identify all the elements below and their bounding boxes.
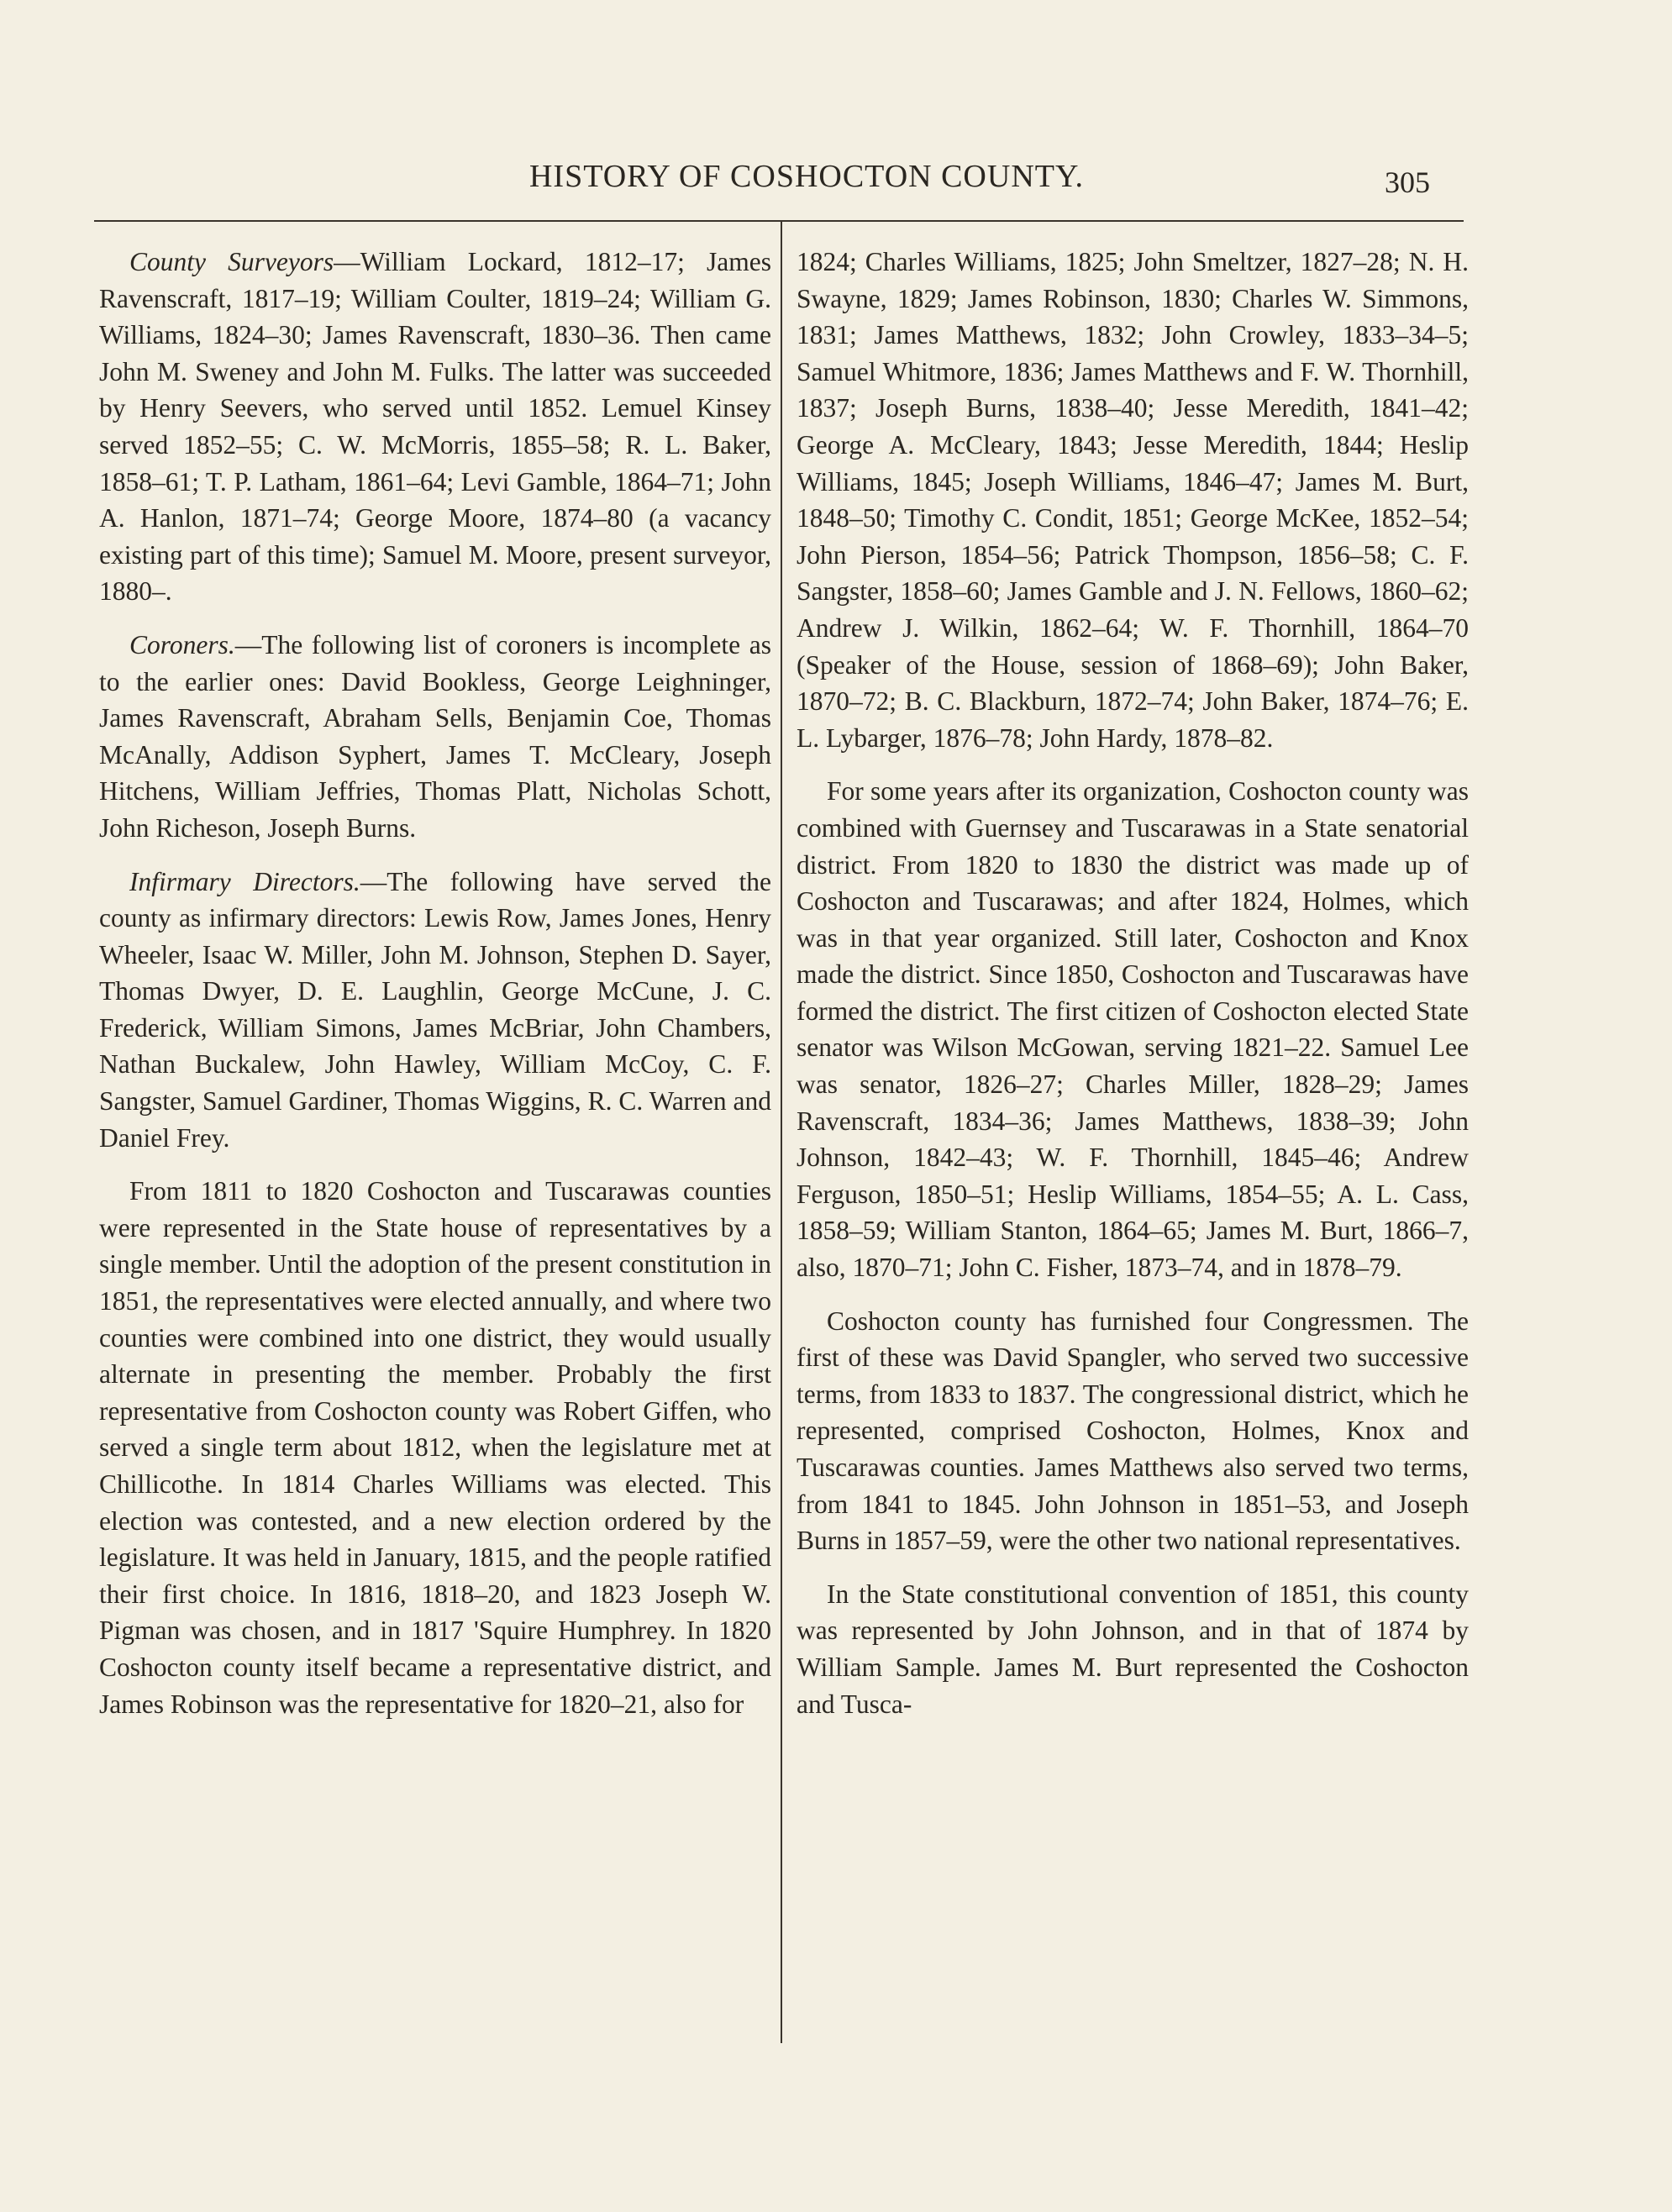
running-head-title: HISTORY OF COSHOCTON COUNTY. (528, 159, 1085, 194)
column-divider (781, 220, 782, 2043)
infirmary-directors-heading: Infirmary Directors. (129, 866, 360, 896)
infirmary-directors-text: —The following have served the county as infirmary directors: Lewis Row, James Jones, Henry Wheeler, Isaac W. Miller, John M. Johnson, Stephen D. Sayer, Thomas Dwyer, D. E. Laughlin, George McCune, J. C. Frederick, William Simons, James McBriar, John Chambers, Nathan Buckalew, John Hawley, William McCoy, C. F. Sangster, Samuel Gardiner, Thomas Wiggins, R. C. Warren and Daniel Frey. (99, 866, 772, 1153)
county-surveyors-heading: County Surveyors (129, 247, 334, 276)
state-senate-paragraph: For some years after its organization, Coshocton county was combined with Guernsey and Tuscarawas in a State senatorial district. From 1820 to 1830 the district was made up of Coshocton and Tuscarawas; and after 1824, Holmes, which was in that year organized. Still later, Coshocton and Knox made the district. Since 1850, Coshocton and Tuscarawas have formed the district. The first citizen of Coshocton elected State senator was Wilson McGowan, serving 1821–22. Samuel Lee was senator, 1826–27; Charles Miller, 1828–29; James Ravenscraft, 1834–36; James Matthews, 1838–39; John Johnson, 1842–43; W. F. Thornhill, 1845–46; Andrew Ferguson, 1850–51; Heslip Williams, 1854–55; A. L. Cass, 1858–59; William Stanton, 1864–65; James M. Burt, 1866–7, also, 1870–71; John C. Fisher, 1873–74, and in 1878–79. (797, 776, 1469, 1283)
right-column (797, 244, 1469, 1739)
representatives-continued-paragraph: 1824; Charles Williams, 1825; John Smeltzer, 1827–28; N. H. Swayne, 1829; James Robinson, 1830; Charles W. Simmons, 1831; James Matthews, 1832; John Crowley, 1833–34–5; Samuel Whitmore, 1836; James Matthews and F. W. Thornhill, 1837; Joseph Burns, 1838–40; Jesse Meredith, 1841–42; George A. McCleary, 1843; Jesse Meredith, 1844; Heslip Williams, 1845; Joseph Williams, 1846–47; James M. Burt, 1848–50; Timothy C. Condit, 1851; George McKee, 1852–54; John Pierson, 1854–56; Patrick Thompson, 1856–58; C. F. Sangster, 1858–60; James Gamble and J. N. Fellows, 1860–62; Andrew J. Wilkin, 1862–64; W. F. Thornhill, 1864–70 (Speaker of the House, session of 1868–69); John Baker, 1870–72; B. C. Blackburn, 1872–74; John Baker, 1874–76; E. L. Lybarger, 1876–78; John Hardy, 1878–82. (797, 247, 1469, 753)
infirmary-directors-paragraph (99, 864, 771, 1157)
county-surveyors-paragraph (99, 244, 771, 610)
coroners-text: —The following list of coroners is incomplete as to the earlier ones: David Bookless, George Leighninger, James Ravenscraft, Abraham Sells, Benjamin Coe, Thomas McAnally, Addison Syphert, James T. McCleary, Joseph Hitchens, William Jeffries, Thomas Platt, Nicholas Schott, John Richeson, Joseph Burns. (99, 629, 771, 843)
coroners-heading: Coroners. (129, 629, 235, 659)
congressmen-paragraph: Coshocton county has furnished four Congressmen. The first of these was David Spangler, who served two successive terms, from 1833 to 1837. The congressional district, which he represented, comprised Coshocton, Holmes, Knox and Tuscarawas counties. James Matthews also served two terms, from 1841 to 1845. John Johnson in 1851–53, and Joseph Burns in 1857–59, were the other two national representatives. (797, 1306, 1469, 1556)
coroners-paragraph (99, 627, 771, 847)
constitutional-convention-paragraph: In the State constitutional convention of 1851, this county was represented by John Johnson, and in that of 1874 by William Sample. James M. Burt represented the Coshocton and Tusca- (797, 1579, 1469, 1719)
state-house-paragraph: From 1811 to 1820 Coshocton and Tuscarawas counties were represented in the State house of representatives by a single member. Until the adoption of the present constitution in 1851, the representatives were elected annually, and where two counties were combined into one district, they would usually alternate in presenting the member. Probably the first representative from Coshocton county was Robert Giffen, who served a single term about 1812, when the legislature met at Chillicothe. In 1814 Charles Williams was elected. This election was contested, and a new election ordered by the legislature. It was held in January, 1815, and the people ratified their first choice. In 1816, 1818–20, and 1823 Joseph W. Pigman was chosen, and in 1817 'Squire Humphrey. In 1820 Coshocton county itself became a representative district, and James Robinson was the representative for 1820–21, also for (99, 1176, 771, 1719)
header-rule (94, 220, 1464, 222)
left-column (99, 244, 771, 1739)
county-surveyors-text: —William Lockard, 1812–17; James Ravenscraft, 1817–19; William Coulter, 1819–24; William G. Williams, 1824–30; James Ravenscraft, 1830–36. Then came John M. Sweney and John M. Fulks. The latter was succeeded by Henry Seevers, who served until 1852. Lemuel Kinsey served 1852–55; C. W. McMorris, 1855–58; R. L. Baker, 1858–61; T. P. Latham, 1861–64; Levi Gamble, 1864–71; John A. Hanlon, 1871–74; George Moore, 1874–80 (a vacancy existing part of this time); Samuel M. Moore, present surveyor, 1880–. (99, 247, 771, 607)
page-number: 305 (1385, 166, 1430, 199)
